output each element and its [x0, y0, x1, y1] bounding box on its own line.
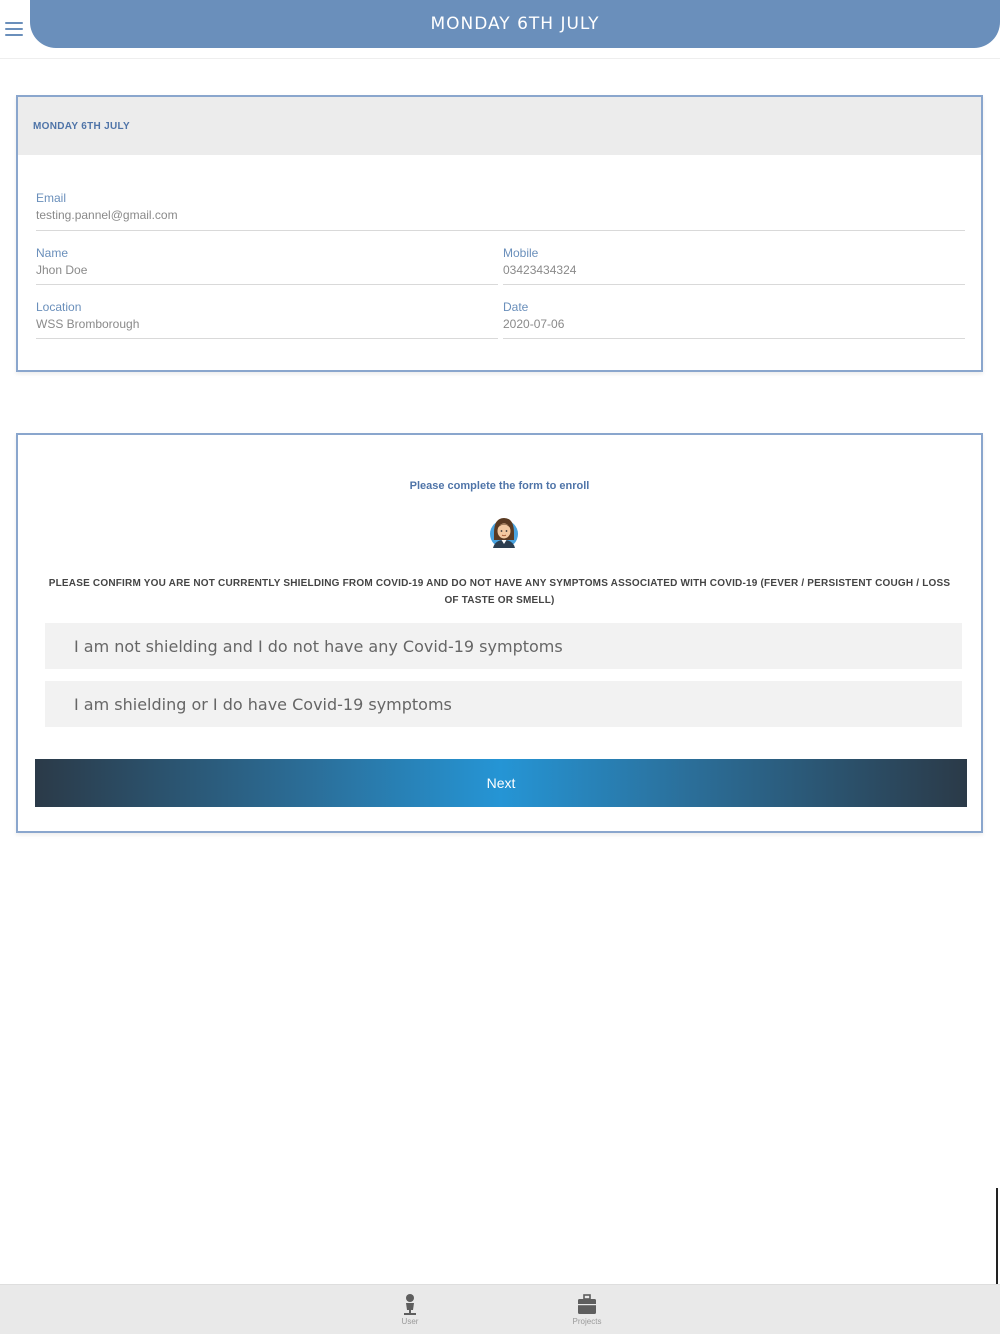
- email-value: testing.pannel@gmail.com: [36, 208, 178, 222]
- option-not-shielding[interactable]: I am not shielding and I do not have any Covid-19 symptoms: [45, 623, 962, 669]
- name-value: Jhon Doe: [36, 263, 88, 277]
- enroll-form-card: [16, 433, 983, 833]
- email-field: [36, 191, 965, 231]
- location-label: Location: [36, 300, 82, 314]
- tab-user-label: User: [401, 1317, 419, 1326]
- name-field: [36, 246, 498, 285]
- user-info-card: [16, 95, 983, 372]
- mobile-field: [503, 246, 965, 285]
- info-card-header: [18, 97, 981, 155]
- header-title: MONDAY 6TH JULY: [430, 14, 600, 34]
- avatar-icon: [488, 514, 520, 552]
- date-field: [503, 300, 965, 339]
- email-label: Email: [36, 191, 67, 205]
- location-field: [36, 300, 498, 339]
- header-divider: [0, 58, 1000, 59]
- date-value: 2020-07-06: [503, 317, 565, 331]
- location-value: WSS Bromborough: [36, 317, 140, 331]
- tab-projects-label: Projects: [572, 1317, 602, 1326]
- briefcase-icon: [577, 1293, 597, 1315]
- name-label: Name: [36, 246, 69, 260]
- option-shielding[interactable]: I am shielding or I do have Covid-19 symptoms: [45, 681, 962, 727]
- hamburger-menu-icon[interactable]: [5, 22, 23, 36]
- bottom-tab-bar: [0, 1284, 1000, 1334]
- covid-question: PLEASE CONFIRM YOU ARE NOT CURRENTLY SHIELDING FROM COVID-19 AND DO NOT HAVE ANY SYMPTOMS ASSOCIATED WITH COVID-19 (FEVER / PERSISTENT COUGH / LOSS OF TASTE OR SMELL): [48, 578, 951, 606]
- page-header: [30, 0, 1000, 48]
- mobile-value: 03423434324: [503, 263, 577, 277]
- next-button[interactable]: Next: [35, 759, 967, 807]
- tab-projects[interactable]: [557, 1293, 617, 1326]
- mobile-label: Mobile: [503, 246, 539, 260]
- form-prompt: Please complete the form to enroll: [409, 480, 590, 492]
- info-card-title: MONDAY 6TH JULY: [33, 120, 130, 132]
- date-label: Date: [503, 300, 529, 314]
- tab-user[interactable]: [380, 1293, 440, 1326]
- user-icon: [401, 1293, 419, 1315]
